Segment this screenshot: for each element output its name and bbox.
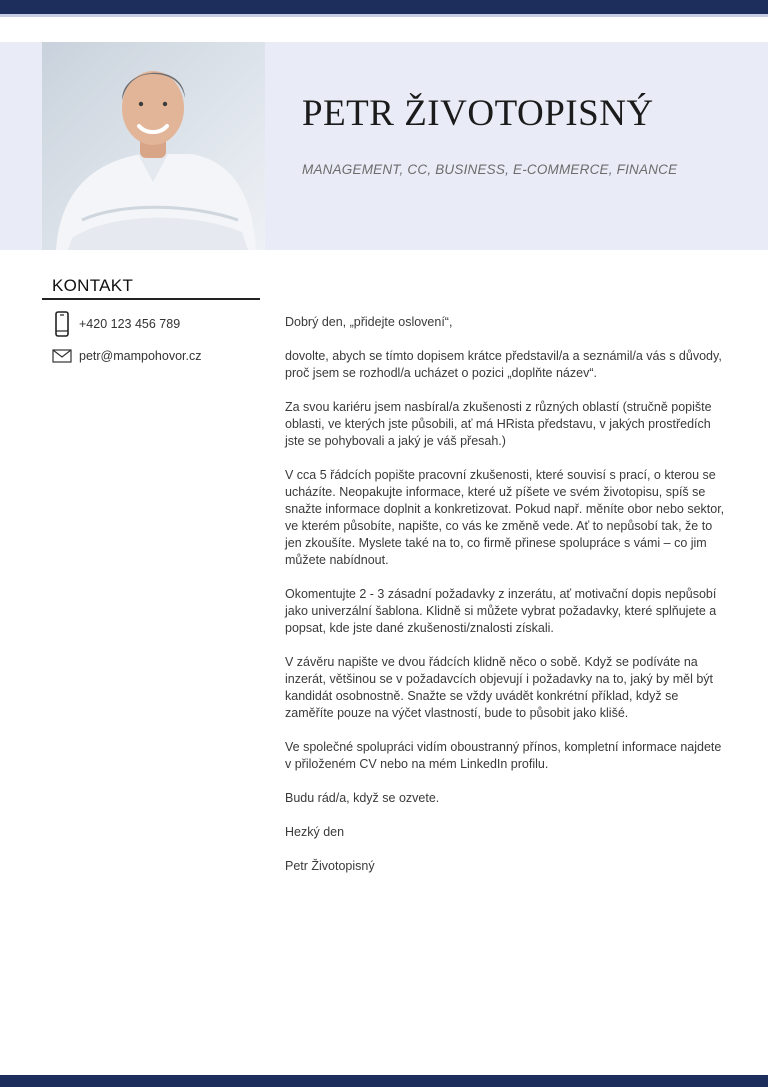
letter-signature: Petr Životopisný: [285, 859, 375, 873]
letter-paragraph-experience: V cca 5 řádcích popište pracovní zkušenosti, které souvisí s prací, o kterou se ucházíte. Neopakujte informace, které už píšete ve svém životopisu, spíš se snažte informace doplnit a konkretizovat. Pokud např. měníte obor nebo sektor, ve kterém působíte, napište, co vás ke změně vede. Ať to nepůsobí tak, že to jen zkoušíte. Myslete také na to, co firmě přinese spolupráce s vámi – co jim můžete nabídnout.: [285, 468, 725, 567]
letter-greeting: Dobrý den, „přidejte oslovení“,: [285, 315, 453, 329]
contact-phone[interactable]: +420 123 456 789: [79, 317, 181, 331]
candidate-specialization: MANAGEMENT, CC, BUSINESS, E-COMMERCE, FINANCE: [302, 162, 678, 177]
contact-divider: [42, 298, 260, 300]
bottom-accent-bar: [0, 1075, 768, 1087]
top-accent-bar: [0, 0, 768, 14]
letter-paragraph-career: Za svou kariéru jsem nasbíral/a zkušenosti z různých oblastí (stručně popište oblasti, ve kterých jste působili, ať má HRista představu, v jakých prostředích jste se pohybovali a jaký je váš přesah.): [285, 400, 712, 448]
letter-paragraph-requirements: Okomentujte 2 - 3 zásadní požadavky z inzerátu, ať motivační dopis nepůsobí jako univerzální šablona. Klidně si můžete vybrat požadavky, které splňujete a popsat, kde jste dané zkušenosti/znalosti získali.: [285, 587, 717, 635]
contact-email[interactable]: petr@mampohovor.cz: [79, 349, 202, 363]
letter-paragraph-personal: V závěru napište ve dvou řádcích klidně něco o sobě. Když se podíváte na inzerát, většinou se v požadavcích objevují i požadavky na to, jaký by měl být kandidát osobnostně. Snažte se vždy uvádět konkrétní příklad, když se zaměříte pouze na výčet vlastností, bude to působit jako klišé.: [285, 655, 714, 720]
profile-photo-illustration: [42, 42, 265, 250]
letter-paragraph-intro: dovolte, abych se tímto dopisem krátce představil/a a seznámil/a vás s důvody, proč jsem se rozhodl/a ucházet o pozici „doplňte název“.: [285, 349, 722, 380]
profile-photo: [42, 42, 265, 250]
letter-farewell: Hezký den: [285, 825, 345, 839]
top-accent-line: [0, 14, 768, 17]
mobile-phone-icon: [51, 311, 73, 337]
contact-email-row: [51, 349, 201, 363]
letter-paragraph-cooperation: Ve společné spolupráci vidím oboustranný přínos, kompletní informace najdete v přiloženém CV nebo na mém LinkedIn profilu.: [285, 740, 722, 771]
contact-phone-row: [51, 311, 180, 337]
envelope-icon: [51, 349, 73, 363]
cover-letter-body: [285, 314, 725, 892]
contact-heading: KONTAKT: [52, 276, 134, 295]
candidate-name: PETR ŽIVOTOPISNÝ: [302, 93, 654, 134]
letter-closing: Budu rád/a, když se ozvete.: [285, 791, 440, 805]
